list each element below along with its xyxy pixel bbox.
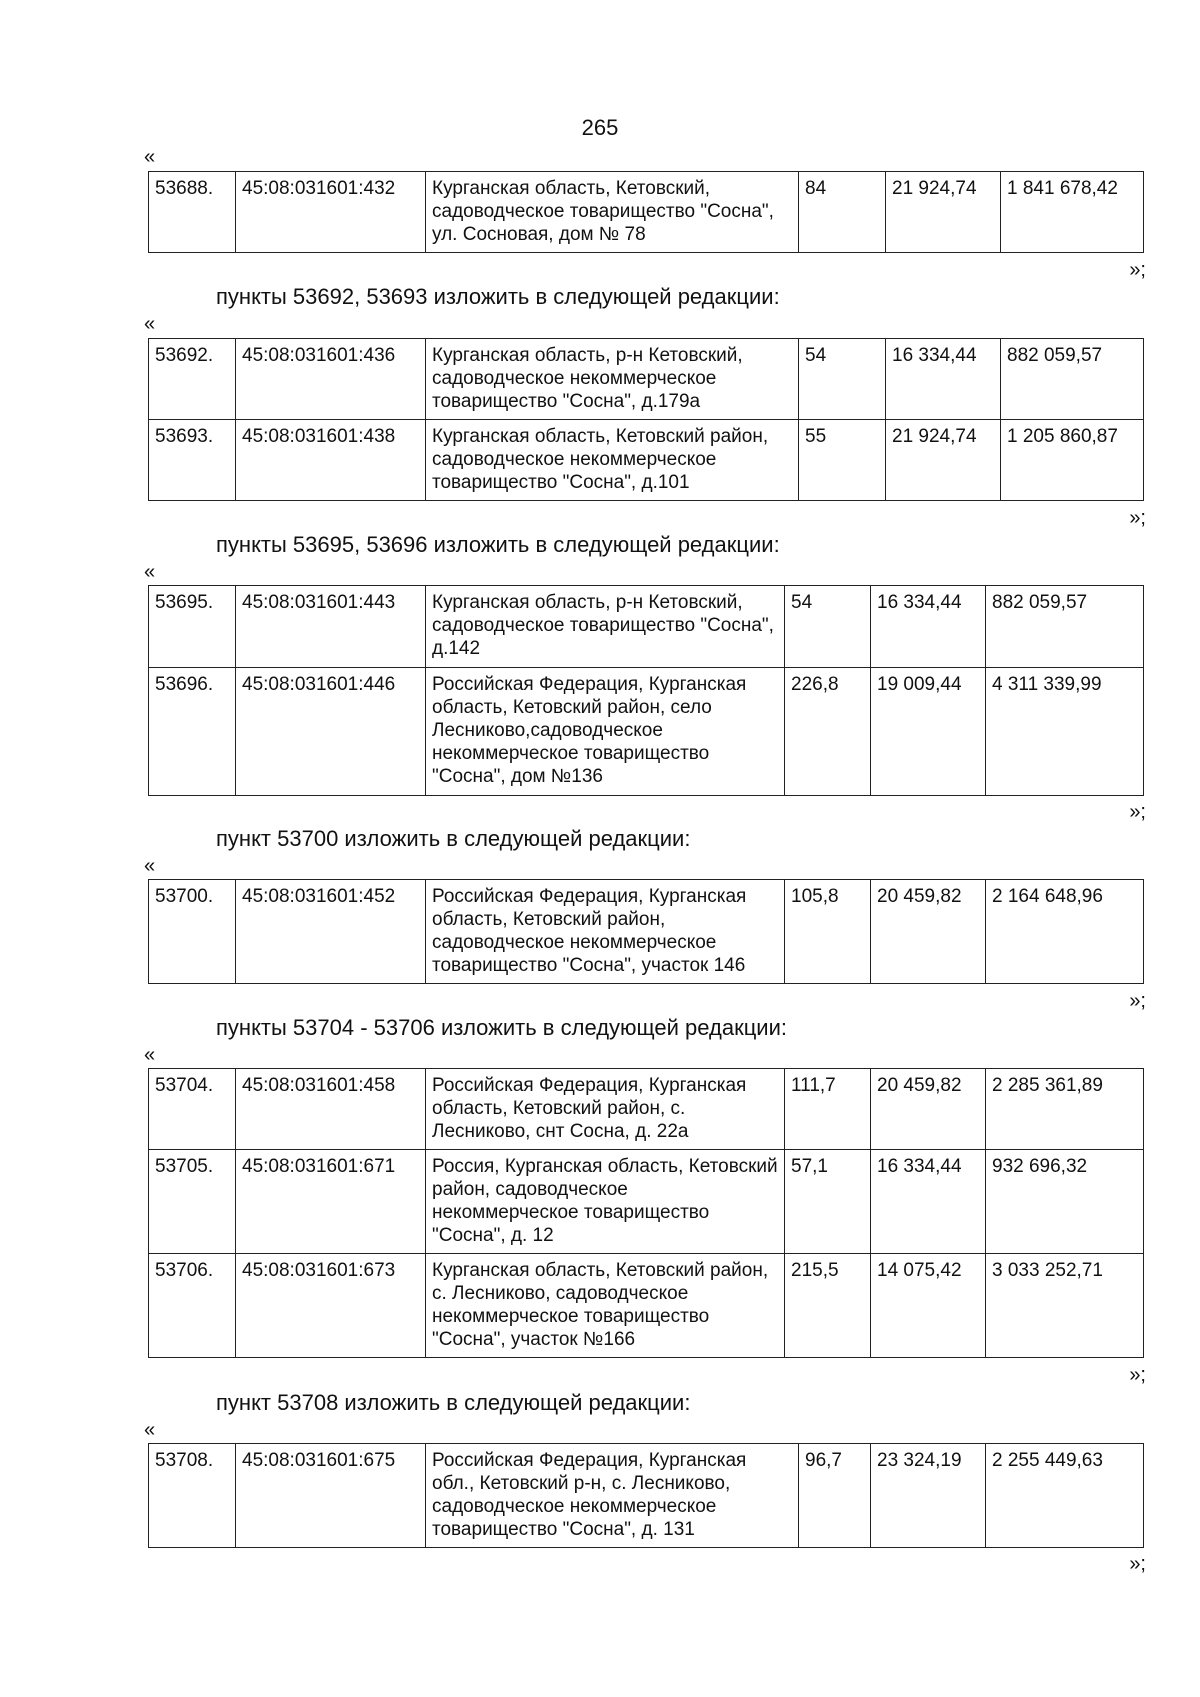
data-table	[148, 1443, 1144, 1548]
unit-value: 21 924,74	[886, 172, 1001, 253]
cadastral-number: 45:08:031601:432	[236, 172, 426, 253]
section-table-block	[148, 585, 1144, 796]
area: 226,8	[785, 668, 871, 796]
cadastral-number: 45:08:031601:438	[236, 420, 426, 501]
total-value: 932 696,32	[986, 1150, 1144, 1254]
unit-value: 14 075,42	[871, 1254, 986, 1358]
address: Российская Федерация, Курганская обл., Кетовский р-н, с. Лесниково, садоводческое некоммерческое товарищество "Сосна", д. 131	[426, 1444, 799, 1548]
close-quote: »;	[1129, 1553, 1146, 1575]
cadastral-number: 45:08:031601:446	[236, 668, 426, 796]
edit-instruction: пункт 53708 изложить в следующей редакции:	[216, 1390, 691, 1415]
data-table	[148, 338, 1144, 501]
address: Курганская область, р-н Кетовский, садоводческое некоммерческое товарищество "Сосна", д.179а	[426, 339, 799, 420]
unit-value: 20 459,82	[871, 880, 986, 984]
table-row	[149, 1150, 1144, 1254]
total-value: 2 255 449,63	[986, 1444, 1144, 1548]
edit-instruction: пункты 53692, 53693 изложить в следующей редакции:	[216, 284, 780, 309]
table-row	[149, 339, 1144, 420]
close-quote: »;	[1129, 801, 1146, 823]
area: 54	[799, 339, 886, 420]
open-quote: «	[144, 146, 156, 168]
area: 105,8	[785, 880, 871, 984]
cadastral-number: 45:08:031601:673	[236, 1254, 426, 1358]
table-row	[149, 1444, 1144, 1548]
data-table	[148, 171, 1144, 253]
total-value: 4 311 339,99	[986, 668, 1144, 796]
row-number: 53705.	[149, 1150, 236, 1254]
address: Курганская область, р-н Кетовский, садоводческое товарищество "Сосна", д.142	[426, 586, 785, 668]
row-number: 53700.	[149, 880, 236, 984]
total-value: 2 164 648,96	[986, 880, 1144, 984]
section-table-block	[148, 879, 1144, 984]
cadastral-number: 45:08:031601:452	[236, 880, 426, 984]
table-row	[149, 420, 1144, 501]
area: 54	[785, 586, 871, 668]
open-quote: «	[144, 855, 156, 877]
total-value: 882 059,57	[1001, 339, 1144, 420]
row-number: 53696.	[149, 668, 236, 796]
row-number: 53704.	[149, 1069, 236, 1150]
edit-instruction: пункты 53695, 53696 изложить в следующей редакции:	[216, 532, 780, 557]
section-table-block	[148, 338, 1144, 501]
address: Курганская область, Кетовский, садоводческое товарищество "Сосна", ул. Сосновая, дом № 78	[426, 172, 799, 253]
address: Курганская область, Кетовский район, садоводческое некоммерческое товарищество "Сосна", д.101	[426, 420, 799, 501]
row-number: 53706.	[149, 1254, 236, 1358]
section-table-block	[148, 171, 1144, 253]
open-quote: «	[144, 1419, 156, 1441]
unit-value: 21 924,74	[886, 420, 1001, 501]
cadastral-number: 45:08:031601:458	[236, 1069, 426, 1150]
page-number: 265	[581, 115, 619, 140]
area: 57,1	[785, 1150, 871, 1254]
table-row	[149, 586, 1144, 668]
total-value: 3 033 252,71	[986, 1254, 1144, 1358]
data-table	[148, 585, 1144, 796]
table-row	[149, 172, 1144, 253]
close-quote: »;	[1129, 507, 1146, 529]
close-quote: »;	[1129, 990, 1146, 1012]
close-quote: »;	[1129, 259, 1146, 281]
total-value: 1 205 860,87	[1001, 420, 1144, 501]
total-value: 882 059,57	[986, 586, 1144, 668]
edit-instruction: пункты 53704 - 53706 изложить в следующей редакции:	[216, 1015, 788, 1040]
open-quote: «	[144, 1044, 156, 1066]
open-quote: «	[144, 313, 156, 335]
address: Российская Федерация, Курганская область, Кетовский район, с. Лесниково, снт Сосна, д. 22а	[426, 1069, 785, 1150]
row-number: 53688.	[149, 172, 236, 253]
row-number: 53708.	[149, 1444, 236, 1548]
unit-value: 23 324,19	[871, 1444, 986, 1548]
unit-value: 16 334,44	[886, 339, 1001, 420]
table-row	[149, 880, 1144, 984]
area: 96,7	[799, 1444, 871, 1548]
unit-value: 20 459,82	[871, 1069, 986, 1150]
area: 215,5	[785, 1254, 871, 1358]
area: 111,7	[785, 1069, 871, 1150]
row-number: 53692.	[149, 339, 236, 420]
cadastral-number: 45:08:031601:671	[236, 1150, 426, 1254]
unit-value: 19 009,44	[871, 668, 986, 796]
total-value: 1 841 678,42	[1001, 172, 1144, 253]
cadastral-number: 45:08:031601:443	[236, 586, 426, 668]
open-quote: «	[144, 561, 156, 583]
table-row	[149, 1254, 1144, 1358]
data-table	[148, 1068, 1144, 1358]
section-table-block	[148, 1443, 1144, 1548]
unit-value: 16 334,44	[871, 586, 986, 668]
data-table	[148, 879, 1144, 984]
address: Курганская область, Кетовский район, с. Лесниково, садоводческое некоммерческое товарищество "Сосна", участок №166	[426, 1254, 785, 1358]
address: Россия, Курганская область, Кетовский район, садоводческое некоммерческое товарищество "Сосна", д. 12	[426, 1150, 785, 1254]
unit-value: 16 334,44	[871, 1150, 986, 1254]
total-value: 2 285 361,89	[986, 1069, 1144, 1150]
section-table-block	[148, 1068, 1144, 1358]
table-row	[149, 1069, 1144, 1150]
cadastral-number: 45:08:031601:675	[236, 1444, 426, 1548]
edit-instruction: пункт 53700 изложить в следующей редакции:	[216, 826, 691, 851]
address: Российская Федерация, Курганская область, Кетовский район, село Лесниково,садоводческое некоммерческое товарищество "Сосна", дом №136	[426, 668, 785, 796]
address: Российская Федерация, Курганская область, Кетовский район, садоводческое некоммерческое товарищество "Сосна", участок 146	[426, 880, 785, 984]
area: 55	[799, 420, 886, 501]
row-number: 53693.	[149, 420, 236, 501]
cadastral-number: 45:08:031601:436	[236, 339, 426, 420]
area: 84	[799, 172, 886, 253]
table-row	[149, 668, 1144, 796]
row-number: 53695.	[149, 586, 236, 668]
close-quote: »;	[1129, 1364, 1146, 1386]
